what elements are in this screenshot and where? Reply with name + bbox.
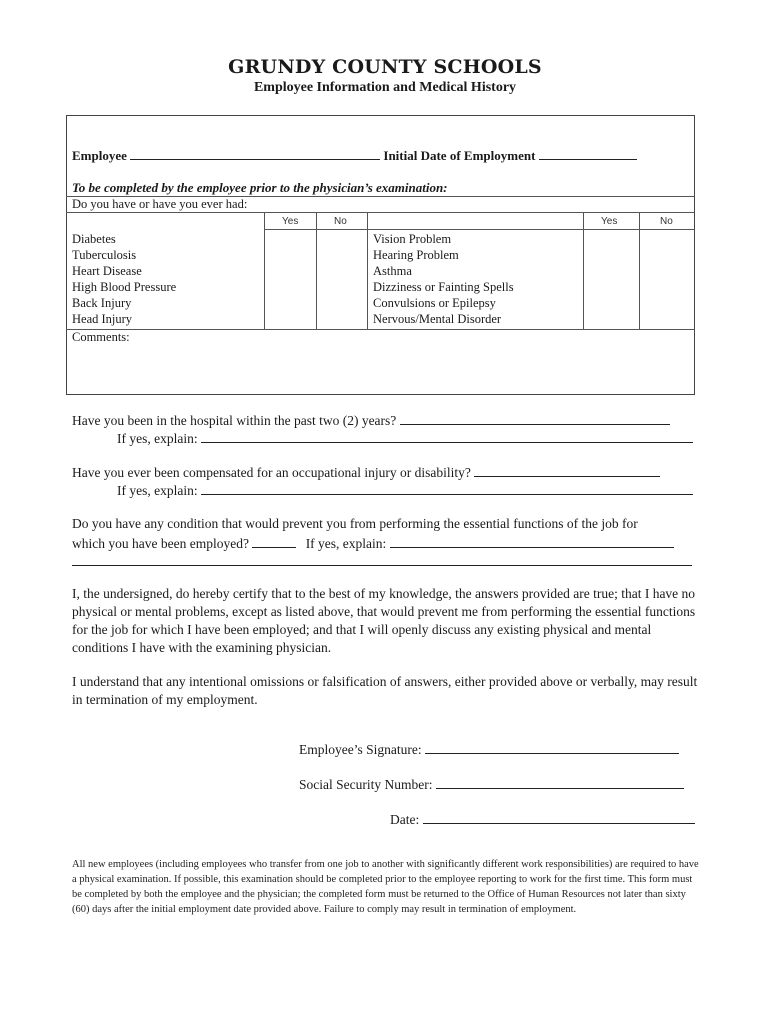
condition-explain-field[interactable] [390,534,674,548]
condition-item: Dizziness or Fainting Spells [373,280,514,294]
condition-item: Tuberculosis [72,248,137,262]
explain-label: If yes, explain: [117,431,198,446]
signature-field[interactable] [425,740,679,754]
left-no-header: No [334,216,347,227]
employee-label: Employee [72,148,127,163]
signature-row [299,740,679,758]
hospital-explain-row [117,429,693,447]
left-conditions-list [72,231,176,327]
condition-item: Vision Problem [373,232,452,246]
date-row [390,810,695,828]
document-title: GRUNDY COUNTY SCHOOLS [228,56,542,78]
condition-item: High Blood Pressure [72,280,177,294]
compensated-explain-field[interactable] [201,481,693,495]
signature-label: Employee’s Signature: [299,742,422,757]
condition-explain-extra-line[interactable] [72,565,692,566]
instruction-text: To be completed by the employee prior to the physician’s examination: [72,180,448,195]
col-divider [583,212,584,329]
condition-item: Back Injury [72,296,132,310]
condition-question-line1: Do you have any condition that would prevent you from performing the essential functions of the job for [72,516,638,531]
hospital-explain-field[interactable] [201,429,693,443]
right-no-header: No [660,216,673,227]
left-yes-header: Yes [282,216,299,227]
ssn-field[interactable] [436,775,684,789]
footnote-text: All new employees (including employees who transfer from one job to another with significantly different work responsibilities) are required to have a physical examination. If possible, this examination should be completed prior to the employee reporting to work for the first time. This form must be completed by both the employee and the physician; the completed form must be returned to the Office of Human Resources not later than sixty (60) days after the initial employment date provided above. Failure to comply may result in termination of employment. [72,859,699,915]
compensated-explain-row [117,481,693,499]
compensated-question-row [72,463,660,481]
hospital-question: Have you been in the hospital within the past two (2) years? [72,413,397,428]
right-conditions-list [373,231,514,327]
ssn-row [299,775,684,793]
hospital-answer-field[interactable] [400,411,670,425]
initial-date-label: Initial Date of Employment [383,148,536,163]
col-divider [639,212,640,329]
date-label: Date: [390,812,420,827]
right-yes-header: Yes [601,216,618,227]
condition-item: Asthma [373,264,412,278]
col-divider [316,212,317,329]
compensated-question: Have you ever been compensated for an occupational injury or disability? [72,465,471,480]
ssn-label: Social Security Number: [299,777,433,792]
certification-paragraph: I, the undersigned, do hereby certify that to the best of my knowledge, the answers provided are true; that I have no physical or mental problems, except as listed above, that would prevent me from performing the essential functions for the job for which I have been employed; and that I will openly discuss any existing physical and mental conditions I have with the examining physician. [72,586,696,655]
comments-label: Comments: [72,330,130,344]
condition-item: Nervous/Mental Disorder [373,312,502,326]
history-question: Do you have or have you ever had: [72,197,248,211]
condition-item: Diabetes [72,232,116,246]
document-subtitle: Employee Information and Medical History [253,80,517,95]
table-header-rule [66,212,695,213]
col-divider [367,212,368,329]
table-bottom-rule [66,329,695,330]
hospital-question-row [72,411,670,429]
condition-item: Head Injury [72,312,133,326]
initial-date-field[interactable] [539,147,637,160]
employee-line [72,147,637,164]
condition-item: Heart Disease [72,264,142,278]
table-subheader-rule [264,229,695,230]
compensated-answer-field[interactable] [474,463,660,477]
understanding-paragraph: I understand that any intentional omissions or falsification of answers, either provided above or verbally, may result in termination of my employment. [72,674,698,707]
explain-label: If yes, explain: [305,536,387,551]
employee-name-field[interactable] [130,147,380,160]
col-divider [264,212,265,329]
condition-question-line2 [72,534,674,552]
condition-item: Hearing Problem [373,248,459,262]
condition-question-text: which you have been employed? [72,536,249,551]
date-field[interactable] [423,810,695,824]
explain-label: If yes, explain: [117,483,198,498]
condition-answer-field[interactable] [252,534,296,548]
condition-item: Convulsions or Epilepsy [373,296,496,310]
